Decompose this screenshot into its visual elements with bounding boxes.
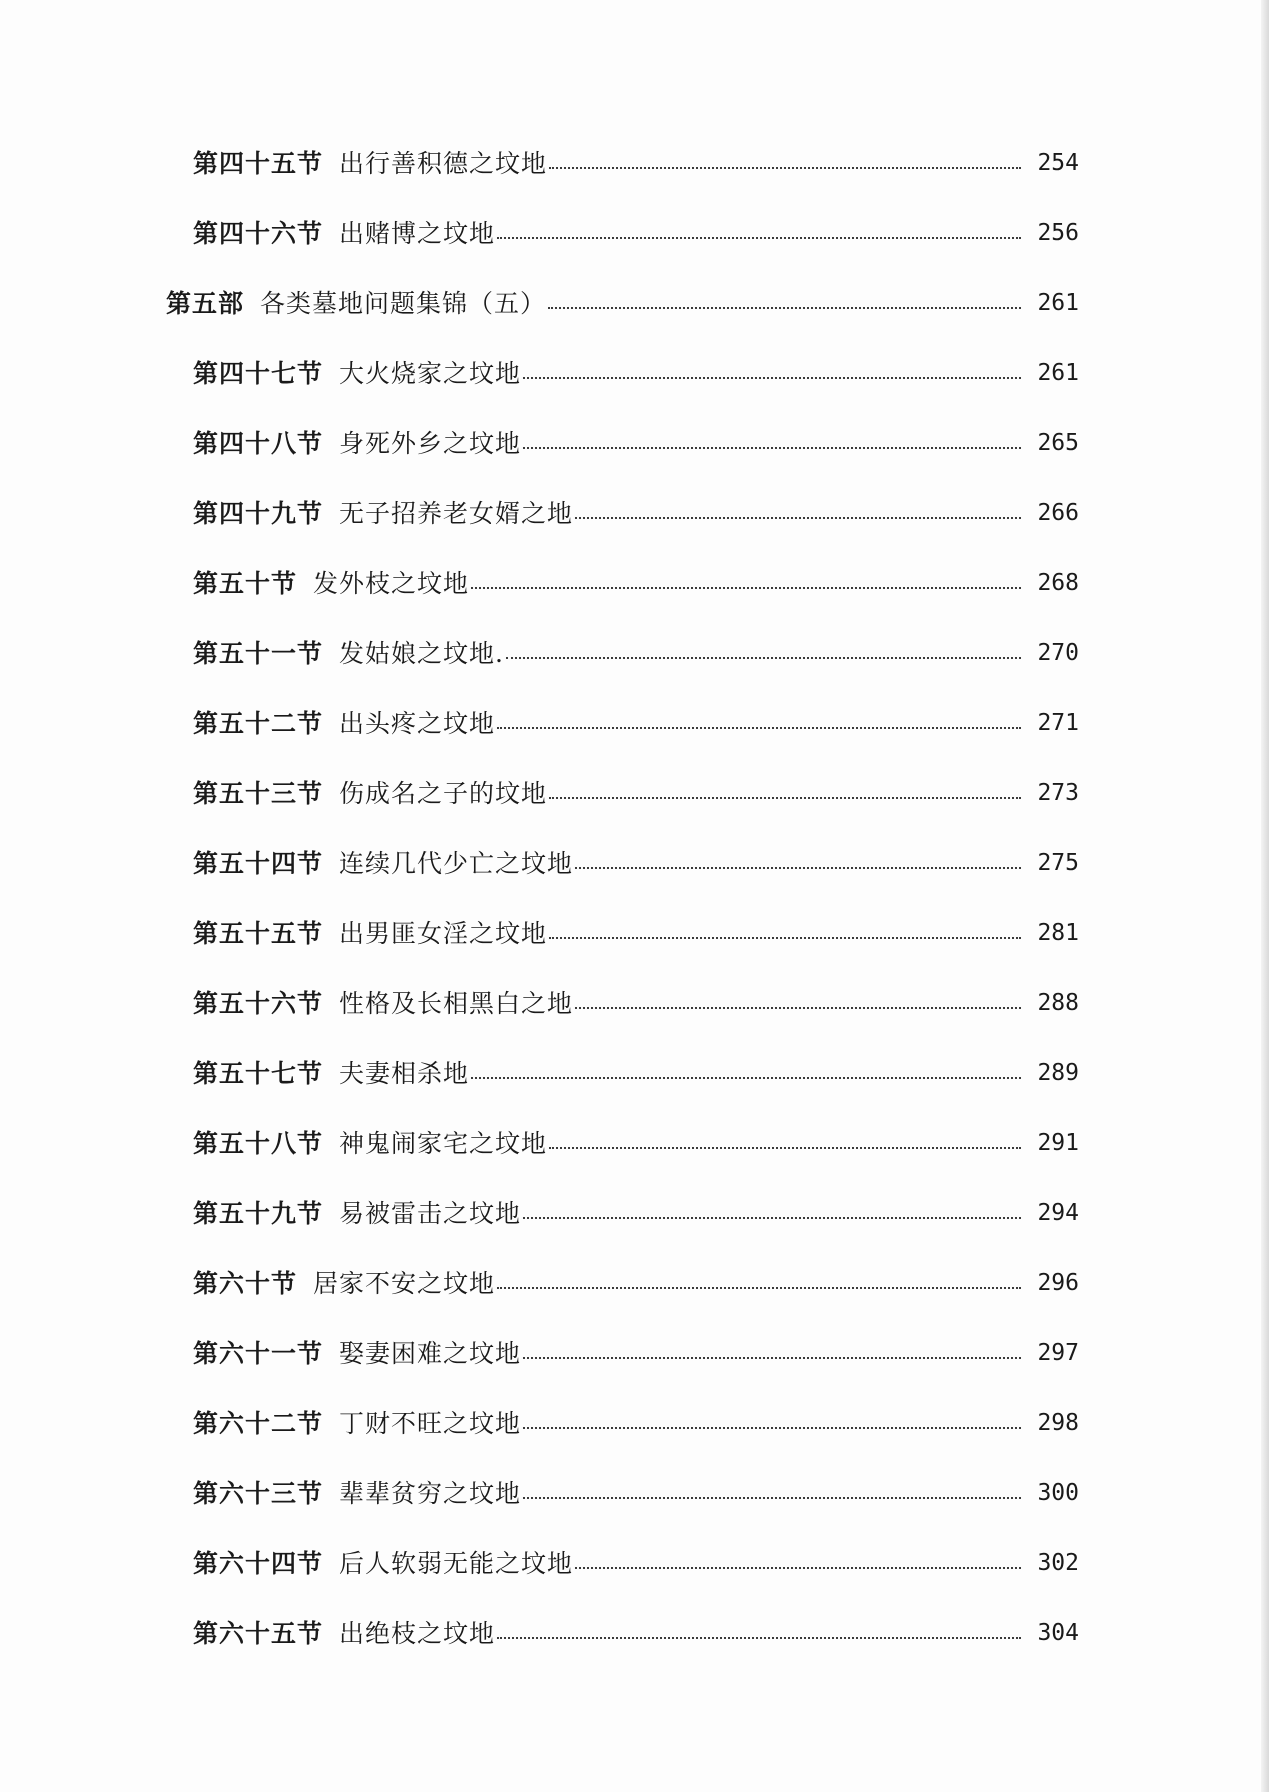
dot-leader <box>506 657 1021 659</box>
toc-entry-title: 无子招养老女婿之地 <box>339 498 574 528</box>
toc-section-entry <box>0 758 1269 828</box>
toc-section-entry <box>0 1598 1269 1668</box>
dot-leader <box>471 587 1021 589</box>
toc-entry-label: 第五十二节 <box>193 708 324 738</box>
toc-part-entry <box>0 268 1269 338</box>
toc-section-entry <box>0 128 1269 198</box>
toc-page-number: 300 <box>1037 1479 1079 1506</box>
toc-page-number: 273 <box>1037 779 1079 806</box>
toc-entry-label: 第五十九节 <box>193 1198 324 1228</box>
toc-entry-title: 大火烧家之坟地 <box>339 358 522 388</box>
toc-entry-title: 性格及长相黑白之地 <box>339 988 574 1018</box>
toc-page-number: 265 <box>1037 429 1079 456</box>
toc-section-entry <box>0 618 1269 688</box>
toc-entry-title: 出头疼之坟地 <box>339 708 496 738</box>
dot-leader <box>549 1147 1021 1149</box>
dot-leader <box>575 867 1021 869</box>
toc-page-number: 291 <box>1037 1129 1079 1156</box>
dot-leader <box>523 1217 1021 1219</box>
toc-entry-title: 伤成名之子的坟地 <box>339 778 548 808</box>
dot-leader <box>549 937 1021 939</box>
dot-leader <box>497 237 1021 239</box>
toc-entry-title: 丁财不旺之坟地 <box>339 1408 522 1438</box>
dot-leader <box>548 307 1021 309</box>
dot-leader <box>575 1007 1021 1009</box>
toc-section-entry <box>0 1388 1269 1458</box>
toc-page-number: 289 <box>1037 1059 1079 1086</box>
dot-leader <box>523 377 1021 379</box>
toc-section-entry <box>0 408 1269 478</box>
toc-entry-label: 第五十六节 <box>193 988 324 1018</box>
toc-page-number: 266 <box>1037 499 1079 526</box>
toc-section-entry <box>0 338 1269 408</box>
toc-section-entry <box>0 1108 1269 1178</box>
toc-entry-title: 出绝枝之坟地 <box>339 1618 496 1648</box>
toc-page-number: 298 <box>1037 1409 1079 1436</box>
toc-entry-label: 第六十一节 <box>193 1338 324 1368</box>
toc-entry-title: 连续几代少亡之坟地 <box>339 848 574 878</box>
dot-leader <box>575 1567 1021 1569</box>
toc-page-number: 294 <box>1037 1199 1079 1226</box>
toc-entry-label: 第五十五节 <box>193 918 324 948</box>
toc-entry-label: 第四十六节 <box>193 218 324 248</box>
dot-leader <box>549 797 1021 799</box>
toc-page-number: 302 <box>1037 1549 1079 1576</box>
toc-section-entry <box>0 1318 1269 1388</box>
dot-leader <box>575 517 1021 519</box>
toc-page-number: 254 <box>1037 149 1079 176</box>
toc-entry-label: 第六十节 <box>193 1268 298 1298</box>
dot-leader <box>523 1357 1021 1359</box>
toc-page-number: 297 <box>1037 1339 1079 1366</box>
toc-entry-title: 出行善积德之坟地 <box>339 148 548 178</box>
toc-section-entry <box>0 898 1269 968</box>
toc-page-number: 296 <box>1037 1269 1079 1296</box>
toc-page-number: 256 <box>1037 219 1079 246</box>
toc-entry-label: 第五十节 <box>193 568 298 598</box>
toc-entry-label: 第四十七节 <box>193 358 324 388</box>
toc-entry-label: 第五十三节 <box>193 778 324 808</box>
toc-section-entry <box>0 478 1269 548</box>
toc-entry-title: 后人软弱无能之坟地 <box>339 1548 574 1578</box>
toc-page-number: 261 <box>1037 289 1079 316</box>
toc-section-entry <box>0 1038 1269 1108</box>
toc-section-entry <box>0 968 1269 1038</box>
toc-entry-label: 第六十五节 <box>193 1618 324 1648</box>
toc-entry-title: 神鬼闹家宅之坟地 <box>339 1128 548 1158</box>
toc-entry-title: 易被雷击之坟地 <box>339 1198 522 1228</box>
toc-entry-label: 第六十二节 <box>193 1408 324 1438</box>
toc-page-number: 261 <box>1037 359 1079 386</box>
toc-entry-title: 各类墓地问题集锦（五） <box>260 288 547 318</box>
toc-section-entry <box>0 688 1269 758</box>
toc-page-number: 288 <box>1037 989 1079 1016</box>
dot-leader <box>523 1497 1021 1499</box>
table-of-contents <box>0 128 1269 1668</box>
dot-leader <box>497 1637 1021 1639</box>
dot-leader <box>497 1287 1021 1289</box>
toc-page-number: 271 <box>1037 709 1079 736</box>
toc-entry-label: 第五十七节 <box>193 1058 324 1088</box>
toc-section-entry <box>0 1248 1269 1318</box>
toc-entry-label: 第四十八节 <box>193 428 324 458</box>
toc-section-entry <box>0 198 1269 268</box>
toc-entry-title: 出赌博之坟地 <box>339 218 496 248</box>
toc-entry-label: 第五十四节 <box>193 848 324 878</box>
toc-entry-title: 居家不安之坟地 <box>313 1268 496 1298</box>
toc-entry-title: 发姑娘之坟地. <box>339 638 504 668</box>
toc-section-entry <box>0 548 1269 618</box>
toc-page-number: 270 <box>1037 639 1079 666</box>
toc-page-number: 281 <box>1037 919 1079 946</box>
toc-page-number: 304 <box>1037 1619 1079 1646</box>
toc-entry-label: 第六十三节 <box>193 1478 324 1508</box>
toc-section-entry <box>0 828 1269 898</box>
toc-entry-title: 娶妻困难之坟地 <box>339 1338 522 1368</box>
toc-entry-title: 出男匪女淫之坟地 <box>339 918 548 948</box>
toc-entry-label: 第五十一节 <box>193 638 324 668</box>
dot-leader <box>523 1427 1021 1429</box>
toc-entry-title: 辈辈贫穷之坟地 <box>339 1478 522 1508</box>
toc-entry-label: 第五部 <box>166 288 245 318</box>
toc-page-number: 275 <box>1037 849 1079 876</box>
toc-page-number: 268 <box>1037 569 1079 596</box>
toc-section-entry <box>0 1528 1269 1598</box>
toc-section-entry <box>0 1458 1269 1528</box>
dot-leader <box>549 167 1021 169</box>
toc-entry-label: 第六十四节 <box>193 1548 324 1578</box>
dot-leader <box>523 447 1021 449</box>
dot-leader <box>497 727 1021 729</box>
toc-entry-label: 第四十九节 <box>193 498 324 528</box>
toc-entry-label: 第四十五节 <box>193 148 324 178</box>
toc-entry-label: 第五十八节 <box>193 1128 324 1158</box>
toc-entry-title: 身死外乡之坟地 <box>339 428 522 458</box>
dot-leader <box>471 1077 1021 1079</box>
toc-entry-title: 发外枝之坟地 <box>313 568 470 598</box>
toc-section-entry <box>0 1178 1269 1248</box>
toc-entry-title: 夫妻相杀地 <box>339 1058 470 1088</box>
